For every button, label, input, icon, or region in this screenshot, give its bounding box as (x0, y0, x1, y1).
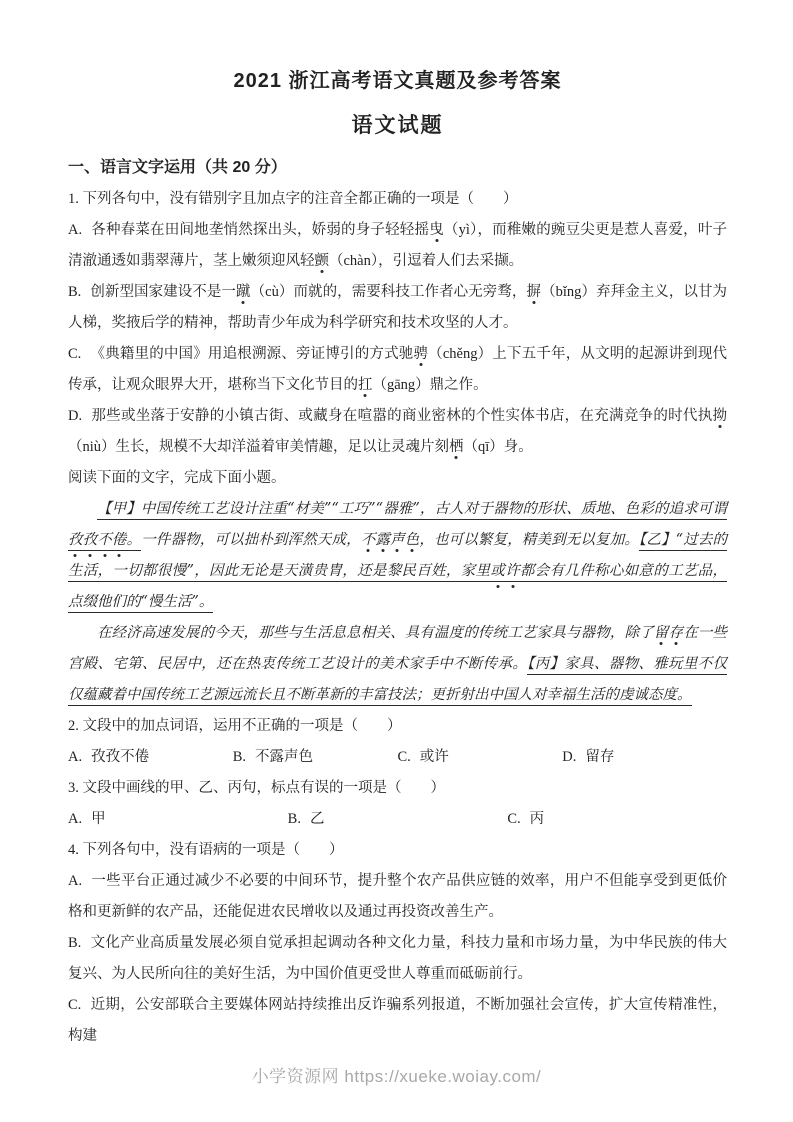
passage-paragraph-1 (68, 494, 727, 618)
q1-stem: 1. 下列各句中，没有错别字且加点字的注音全都正确的一项是（ ） (68, 191, 518, 207)
text-segment: 孜 (83, 532, 98, 551)
text-segment: 《典籍里的中国》用追根溯源、旁证博引的方式驰 (90, 346, 414, 362)
q4-option-a (68, 866, 727, 928)
q2-option-b (233, 742, 398, 773)
text-segment: 不 (97, 532, 112, 551)
text-segment: 那些或坐落于安静的小镇古街、或藏身在喧嚣的商业密林的个性实体书店，在充满竞争的时代执 (91, 408, 713, 424)
q3-stem: 3. 文段中画线的甲、乙、丙句，标点有误的一项是（ ） (68, 780, 445, 796)
text-segment: 色 (404, 532, 420, 548)
text-segment: （gāng）鼎之作。 (372, 377, 488, 393)
text-segment: 在经济高速发展的今天，那些与生活息息相关、具有温度的传统工艺家具与器物，除了 (97, 625, 654, 641)
q3-option-b (288, 804, 508, 835)
q3-options (68, 804, 727, 835)
q4-stem: 4. 下列各句中，没有语病的一项是（ ） (68, 842, 344, 858)
text-segment: （yì），而稚嫩的豌豆尖更是惹人喜爱，叶子清澈通透如翡翠薄片，茎上嫩须迎风轻 (68, 222, 728, 269)
text-segment: （niù）生长，规模不大却洋溢着审美情趣，足以让灵魂片刻 (68, 439, 450, 455)
q1-option-d-text (68, 408, 727, 455)
q4-option-c-label: C. (68, 997, 82, 1013)
q2-option-b-label: B. (232, 749, 247, 765)
q1-option-c (68, 339, 727, 401)
q2-option-d-text: 留存 (585, 749, 615, 765)
q3-option-a (68, 804, 288, 835)
q4-option-b (68, 928, 727, 990)
text-segment: （cù）而就的，需要科技工作者心无旁骛， (250, 284, 527, 300)
q4-option-b-label: B. (68, 935, 82, 951)
text-segment: 【丙】家具、器物、雅玩里不仅仅蕴藏着中国传统工艺源远流长且不断革新的丰富技法；更折射出中国人对幸福生活的虔诚态度。 (68, 656, 727, 706)
q1-option-b (68, 277, 727, 339)
q1-option-a-text (68, 222, 727, 269)
reading-intro: 阅读下面的文字，完成下面小题。 (68, 470, 286, 486)
text-segment: 骋 (413, 346, 429, 362)
q1-option-d (68, 401, 727, 463)
q2-option-d (562, 742, 727, 773)
text-segment: （chěng）上下五千年，从文明的起源讲到现代传承，让观众眼界大开，堪称当下文化节目的 (68, 346, 728, 393)
q3-option-b-label: B. (287, 811, 301, 827)
text-segment: 曳 (429, 222, 444, 238)
text-segment: 各种春菜在田间地垄悄然探出头，娇弱的身子轻轻摇 (91, 222, 430, 238)
text-segment: 或 (490, 563, 505, 582)
q4-option-a-text: 一些平台正通过减少不必要的中间环节，提升整个农产品供应链的效率，用户不但能享受到更低价格和更新鲜的农产品，还能促进农民增收以及通过再投资改善生产。 (68, 873, 727, 920)
q1-option-a (68, 215, 727, 277)
text-segment: 许 (505, 563, 520, 582)
text-segment: 栖 (449, 439, 464, 455)
text-segment: 颤 (314, 253, 329, 269)
document-title: 2021 浙江高考语文真题及参考答案 (233, 70, 562, 92)
text-segment: （qī）身。 (463, 439, 533, 455)
q2-option-a-label: A. (68, 749, 83, 765)
q4-option-c-text: 近期，公安部联合主要媒体网站持续推出反诈骗系列报道，不断加强社会宣传，扩大宣传精准性，构建 (68, 997, 727, 1044)
text-segment: 扛 (358, 377, 373, 393)
q1-option-b-label: B. (68, 284, 82, 300)
q2-option-a (68, 742, 233, 773)
q1-option-c-text (68, 346, 727, 393)
q2-option-b-text: 不露声色 (255, 749, 314, 765)
section-heading: 一、语言文字运用（共 20 分） (68, 159, 287, 176)
text-segment: 一件器物，可以拙朴到浑然天成， (141, 532, 361, 548)
text-segment: （chàn），引逗着人们去采撷。 (329, 253, 524, 269)
q1-option-d-label: D. (68, 408, 83, 424)
q2-options (68, 742, 727, 773)
q3-option-c (507, 804, 727, 835)
text-segment: 留 (653, 625, 669, 641)
q2-option-c (398, 742, 563, 773)
q1-option-a-label: A. (68, 222, 83, 238)
text-segment: （bǐng）弃拜金主义，以甘为人梯，奖掖后学的精神，帮助青少年成为科学研究和技术攻坚的人才。 (68, 284, 728, 331)
q4-option-a-label: A. (68, 873, 83, 889)
text-segment: 存 (668, 625, 684, 641)
text-segment: 不 (360, 532, 376, 548)
footer-watermark: 小学资源网 https://xueke.woiay.com/ (251, 1067, 542, 1086)
q3-option-a-text: 甲 (91, 811, 106, 827)
passage-paragraph-2 (68, 618, 727, 711)
q2-stem: 2. 文段中的加点词语，运用不正确的一项是（ ） (68, 718, 402, 734)
text-segment: 在一些宫殿、宅第、民居中，还在热衷传统工艺设计的美术家手中不断传承。 (68, 625, 728, 672)
text-segment: ，也可以繁复，精美到无以复加。 (419, 532, 639, 548)
text-segment: 【乙】“过去的生活，一切都很慢”，因此无论是天潢贵胄，还是黎民百姓，家里 (68, 532, 727, 582)
q1-option-b-text (68, 284, 727, 331)
text-segment: 倦 (112, 532, 127, 551)
q3-option-a-label: A. (68, 811, 83, 827)
text-segment: 创新型国家建设不是一 (90, 284, 236, 300)
text-segment: 声 (390, 532, 405, 548)
text-segment: 【甲】中国传统工艺设计注重“材美”“工巧”“器雅”，古人对于器物的形状、质地、色彩的追求可谓 (97, 501, 727, 520)
text-segment: 。 (127, 532, 142, 551)
q2-option-c-label: C. (397, 749, 411, 765)
q3-option-b-text: 乙 (309, 811, 325, 827)
q2-option-d-label: D. (562, 749, 577, 765)
q4-option-c (68, 990, 727, 1052)
text-segment: 露 (375, 532, 391, 548)
q4-option-b-text: 文化产业高质量发展必须自觉承担起调动各种文化力量，科技力量和市场力量，为中华民族的伟大复兴、为人民所向往的美好生活，为中国价值更受世人尊重而砥砺前行。 (68, 935, 727, 982)
q2-option-a-text: 孜孜不倦 (91, 749, 150, 765)
text-segment: 孜 (68, 532, 83, 551)
q3-option-c-label: C. (507, 811, 521, 827)
document-subtitle: 语文试题 (351, 114, 444, 137)
q3-option-c-text: 丙 (529, 811, 545, 827)
text-segment: 蹴 (236, 284, 251, 300)
q2-option-c-text: 或许 (419, 749, 449, 765)
text-segment: 都会有几件称心如意的工艺品，点缀他们的“慢生活”。 (68, 563, 727, 613)
text-segment: 摒 (526, 284, 542, 300)
text-segment: 拗 (712, 408, 727, 424)
q1-option-c-label: C. (68, 346, 82, 362)
